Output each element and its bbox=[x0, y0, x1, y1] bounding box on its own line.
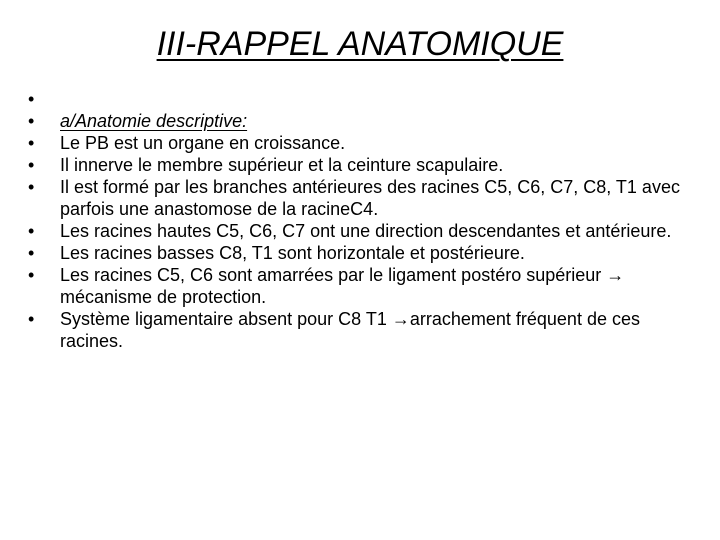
bullet-icon: • bbox=[28, 177, 35, 197]
list-item-subheading bbox=[26, 110, 702, 132]
bullet-icon: • bbox=[28, 155, 35, 175]
bullet-list-group-1 bbox=[26, 132, 702, 176]
bullet-list-intro bbox=[26, 88, 702, 132]
bullet-icon: • bbox=[28, 221, 35, 241]
list-item bbox=[26, 220, 702, 242]
list-item bbox=[26, 264, 702, 308]
bullet-icon: • bbox=[28, 133, 35, 153]
list-item-empty bbox=[26, 88, 702, 110]
list-item-text: Il innerve le membre supérieur et la ceinture scapulaire. bbox=[60, 155, 504, 175]
list-item-text: Le PB est un organe en croissance. bbox=[60, 133, 346, 153]
list-item-text: Système ligamentaire absent pour C8 T1 →arrachement fréquent de ces racines. bbox=[60, 309, 640, 351]
bullet-icon: • bbox=[28, 111, 35, 131]
list-item bbox=[26, 242, 702, 264]
bullet-icon: • bbox=[28, 265, 35, 285]
bullet-icon: • bbox=[28, 309, 35, 329]
bullet-icon: • bbox=[28, 89, 35, 109]
slide-title: III-RAPPEL ANATOMIQUE bbox=[156, 25, 564, 63]
list-item bbox=[26, 132, 702, 154]
list-item-text: Les racines hautes C5, C6, C7 ont une direction descendantes et antérieure. bbox=[60, 221, 672, 241]
bullet-list-group-3 bbox=[26, 308, 702, 352]
bullet-list-group-2 bbox=[26, 176, 702, 308]
list-item bbox=[26, 308, 702, 352]
list-item bbox=[26, 154, 702, 176]
list-item-text: Les racines C5, C6 sont amarrées par le ligament postéro supérieur → mécanisme de protection. bbox=[60, 265, 625, 307]
subheading: a/Anatomie descriptive: bbox=[60, 111, 248, 131]
list-item-text: Il est formé par les branches antérieures des racines C5, C6, C7, C8, T1 avec parfois une anastomose de la racineC4. bbox=[60, 177, 680, 219]
bullet-icon: • bbox=[28, 243, 35, 263]
list-item-text: Les racines basses C8, T1 sont horizontale et postérieure. bbox=[60, 243, 525, 263]
slide-content bbox=[26, 88, 702, 352]
list-item bbox=[26, 176, 702, 220]
